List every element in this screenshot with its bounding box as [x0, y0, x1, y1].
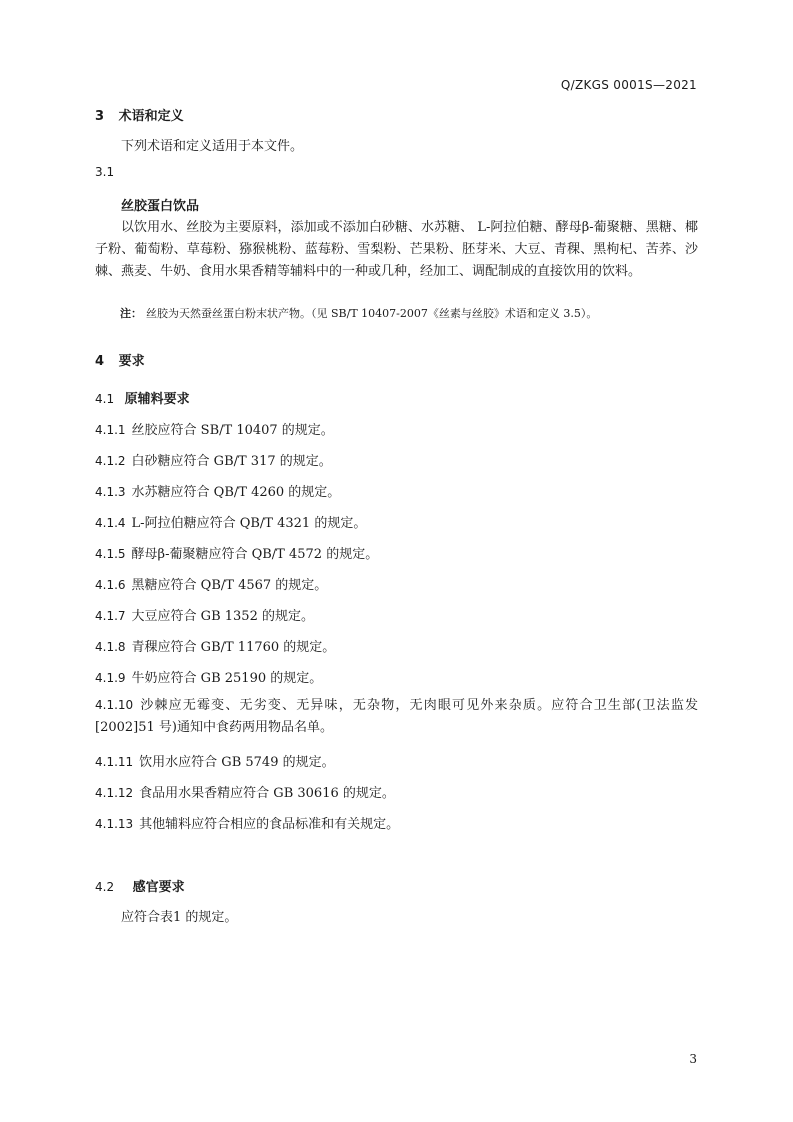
requirement-number: 4.1.4 [95, 516, 126, 530]
subsection-title: 感官要求 [132, 880, 185, 895]
section-number: 3 [95, 109, 105, 124]
requirement-item [95, 667, 322, 686]
note-text: 丝胶为天然蚕丝蛋白粉末状产物。（见 SB/T 10407-2007《丝素与丝胶》术语和定义 3.5）。 [146, 307, 598, 320]
requirement-text: 大豆应符合 GB 1352 的规定。 [131, 609, 314, 624]
requirement-text: 食品用水果香精应符合 GB 30616 的规定。 [139, 786, 395, 801]
section-number: 4 [95, 354, 105, 369]
requirement-item [95, 481, 340, 500]
term-note [120, 305, 597, 321]
requirement-number: 4.1.11 [95, 755, 134, 769]
requirement-number: 4.1.1 [95, 423, 126, 437]
requirement-text: 丝胶应符合 SB/T 10407 的规定。 [131, 423, 334, 438]
section-3-intro: 下列术语和定义适用于本文件。 [121, 139, 304, 154]
requirement-text: L-阿拉伯糖应符合 QB/T 4321 的规定。 [131, 516, 367, 531]
requirement-item [95, 543, 378, 562]
requirement-text: 水苏糖应符合 QB/T 4260 的规定。 [131, 485, 341, 500]
section-title: 要求 [118, 354, 145, 369]
requirement-item [95, 512, 366, 531]
requirement-item [95, 813, 399, 832]
requirement-text: 饮用水应符合 GB 5749 的规定。 [139, 755, 335, 770]
requirement-number: 4.1.13 [95, 817, 134, 831]
requirement-item [95, 782, 395, 801]
requirement-number: 4.1.8 [95, 640, 126, 654]
page-number: 3 [689, 1052, 697, 1066]
requirement-number: 4.1.6 [95, 578, 126, 592]
document-code: Q/ZKGS 0001S—2021 [560, 78, 697, 92]
requirement-item [95, 605, 314, 624]
term-name: 丝胶蛋白饮品 [121, 199, 200, 214]
term-number: 3.1 [95, 165, 115, 179]
subsection-4-2-heading [95, 876, 185, 895]
requirement-item [95, 574, 327, 593]
requirement-text: 黑糖应符合 QB/T 4567 的规定。 [131, 578, 328, 593]
note-label: 注： [120, 307, 142, 320]
requirement-item [95, 450, 332, 469]
section-4-heading [95, 350, 145, 369]
requirement-text: 其他辅料应符合相应的食品标准和有关规定。 [139, 817, 400, 832]
requirement-number: 4.1.12 [95, 786, 134, 800]
requirement-item [95, 636, 335, 655]
requirement-number: 4.1.10 [95, 698, 134, 712]
subsection-title: 原辅料要求 [124, 392, 190, 407]
requirement-number: 4.1.2 [95, 454, 126, 468]
sensory-requirement-text: 应符合表1 的规定。 [121, 910, 238, 925]
subsection-number: 4.1 [95, 392, 115, 406]
requirement-text: 青稞应符合 GB/T 11760 的规定。 [131, 640, 336, 655]
requirement-number: 4.1.7 [95, 609, 126, 623]
requirement-number: 4.1.3 [95, 485, 126, 499]
requirement-item [95, 694, 698, 739]
requirement-item [95, 751, 335, 770]
requirement-item [95, 419, 334, 438]
requirement-number: 4.1.5 [95, 547, 126, 561]
term-definition: 以饮用水、丝胶为主要原料，添加或不添加白砂糖、水苏糖、 L-阿拉伯糖、酵母β-葡聚糖、黑糖、椰子粉、葡萄粉、草莓粉、猕猴桃粉、蓝莓粉、雪梨粉、芒果粉、胚芽米、大豆、青稞、黑枸杞、苦荞、沙棘、燕麦、牛奶、食用水果香精等辅料中的一种或几种，经加工、调配制成的直接饮用的饮料。 [95, 220, 698, 279]
requirement-text: 白砂糖应符合 GB/T 317 的规定。 [131, 454, 332, 469]
requirement-text: 沙棘应无霉变、无劣变、无异味，无杂物，无肉眼可见外来杂质。应符合卫生部(卫法监发[2002]51 号)通知中食药两用物品名单。 [95, 698, 698, 735]
section-3-heading [95, 105, 184, 124]
subsection-number: 4.2 [95, 880, 115, 894]
requirement-text: 牛奶应符合 GB 25190 的规定。 [131, 671, 323, 686]
section-title: 术语和定义 [118, 109, 184, 124]
subsection-4-1-heading [95, 388, 190, 407]
requirement-number: 4.1.9 [95, 671, 126, 685]
requirement-text: 酵母β-葡聚糖应符合 QB/T 4572 的规定。 [131, 547, 379, 562]
